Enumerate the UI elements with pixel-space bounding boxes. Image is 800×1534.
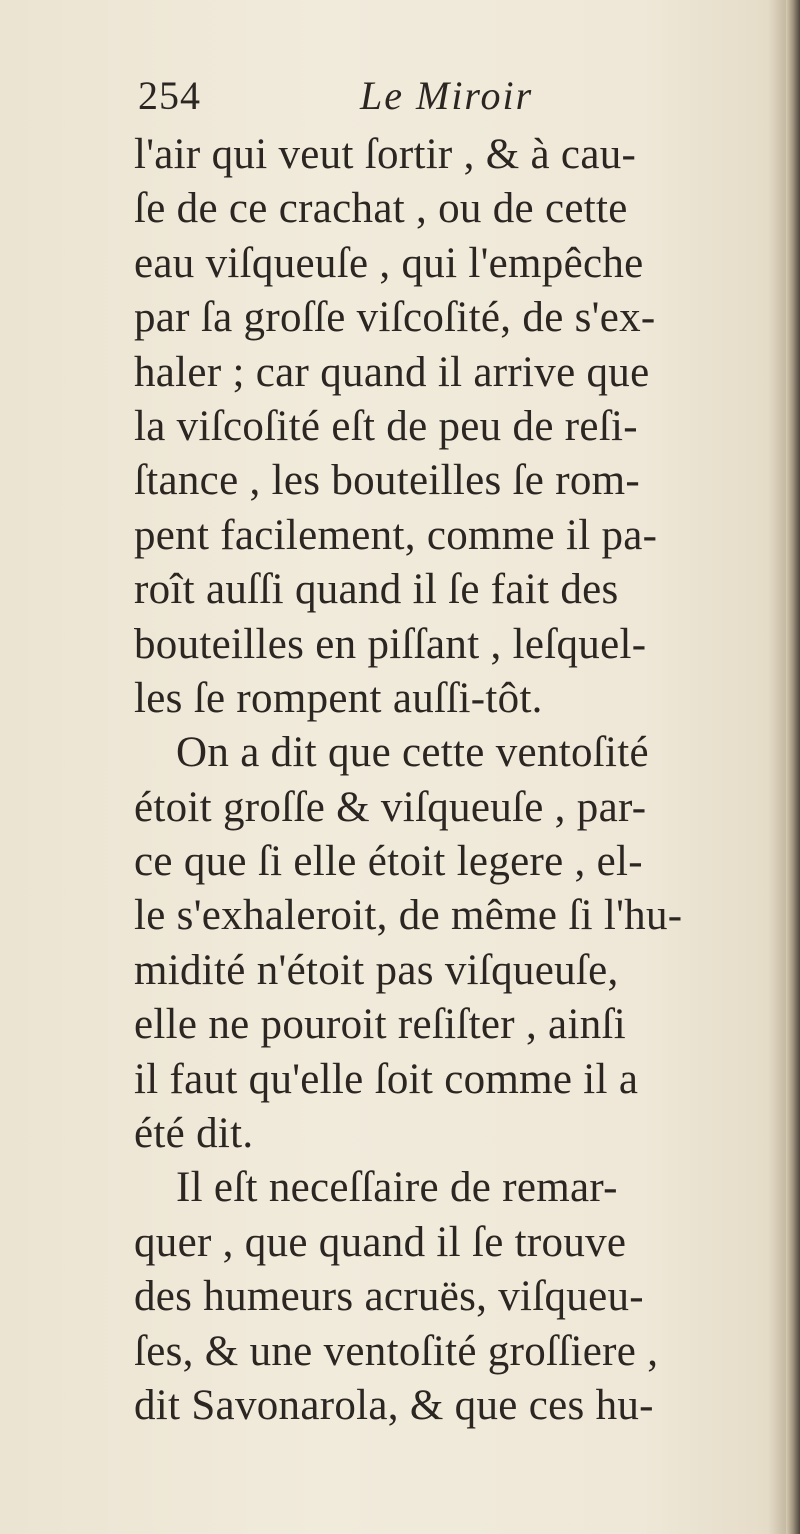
- body-text: [134, 128, 764, 1433]
- text-line: elle ne pouroit reſiſter , ainſi: [134, 1001, 626, 1049]
- text-line: ce que ſi elle étoit legere , el-: [134, 838, 643, 886]
- page-number: 254: [138, 73, 201, 118]
- text-line: pent facilement, comme il pa-: [134, 511, 658, 559]
- text-line: la viſcoſité eſt de peu de reſi-: [134, 402, 638, 450]
- page-header: [138, 72, 758, 132]
- running-title: Le Miroir: [360, 73, 534, 118]
- page-spine-shadow: [786, 0, 800, 1534]
- text-line: eau viſqueuſe , qui l'empêche: [134, 239, 644, 287]
- text-line: il faut qu'elle ſoit comme il a: [134, 1055, 639, 1103]
- paragraph-start-line: Il eſt neceſſaire de remar-: [176, 1164, 618, 1212]
- text-line: l'air qui veut ſortir , & à cau-: [134, 131, 637, 178]
- paragraph-start-line: On a dit que cette ventoſité: [176, 729, 649, 777]
- text-line: ſes, & une ventoſité groſſiere ,: [134, 1327, 659, 1375]
- text-line: étoit groſſe & viſqueuſe , par-: [134, 783, 647, 831]
- text-line: quer , que quand il ſe trouve: [134, 1218, 627, 1266]
- text-line: les ſe rompent auſſi-tôt.: [134, 674, 543, 722]
- text-line: ſe de ce crachat , ou de cette: [134, 185, 628, 233]
- text-line: dit Savonarola, & que ces hu-: [134, 1381, 654, 1429]
- text-line: roît auſſi quand il ſe fait des: [134, 566, 619, 614]
- text-line: bouteilles en piſſant , leſquel-: [134, 620, 647, 668]
- text-line: par ſa groſſe viſcoſité, de s'ex-: [134, 294, 656, 342]
- text-line: haler ; car quand il arrive que: [134, 348, 650, 396]
- text-line: été dit.: [134, 1110, 254, 1158]
- text-line: des humeurs acruës, viſqueu-: [134, 1273, 644, 1321]
- text-line: ſtance , les bouteilles ſe rom-: [134, 457, 641, 505]
- text-line: le s'exhaleroit, de même ſi l'hu-: [134, 892, 683, 940]
- text-line: midité n'étoit pas viſqueuſe,: [134, 946, 619, 994]
